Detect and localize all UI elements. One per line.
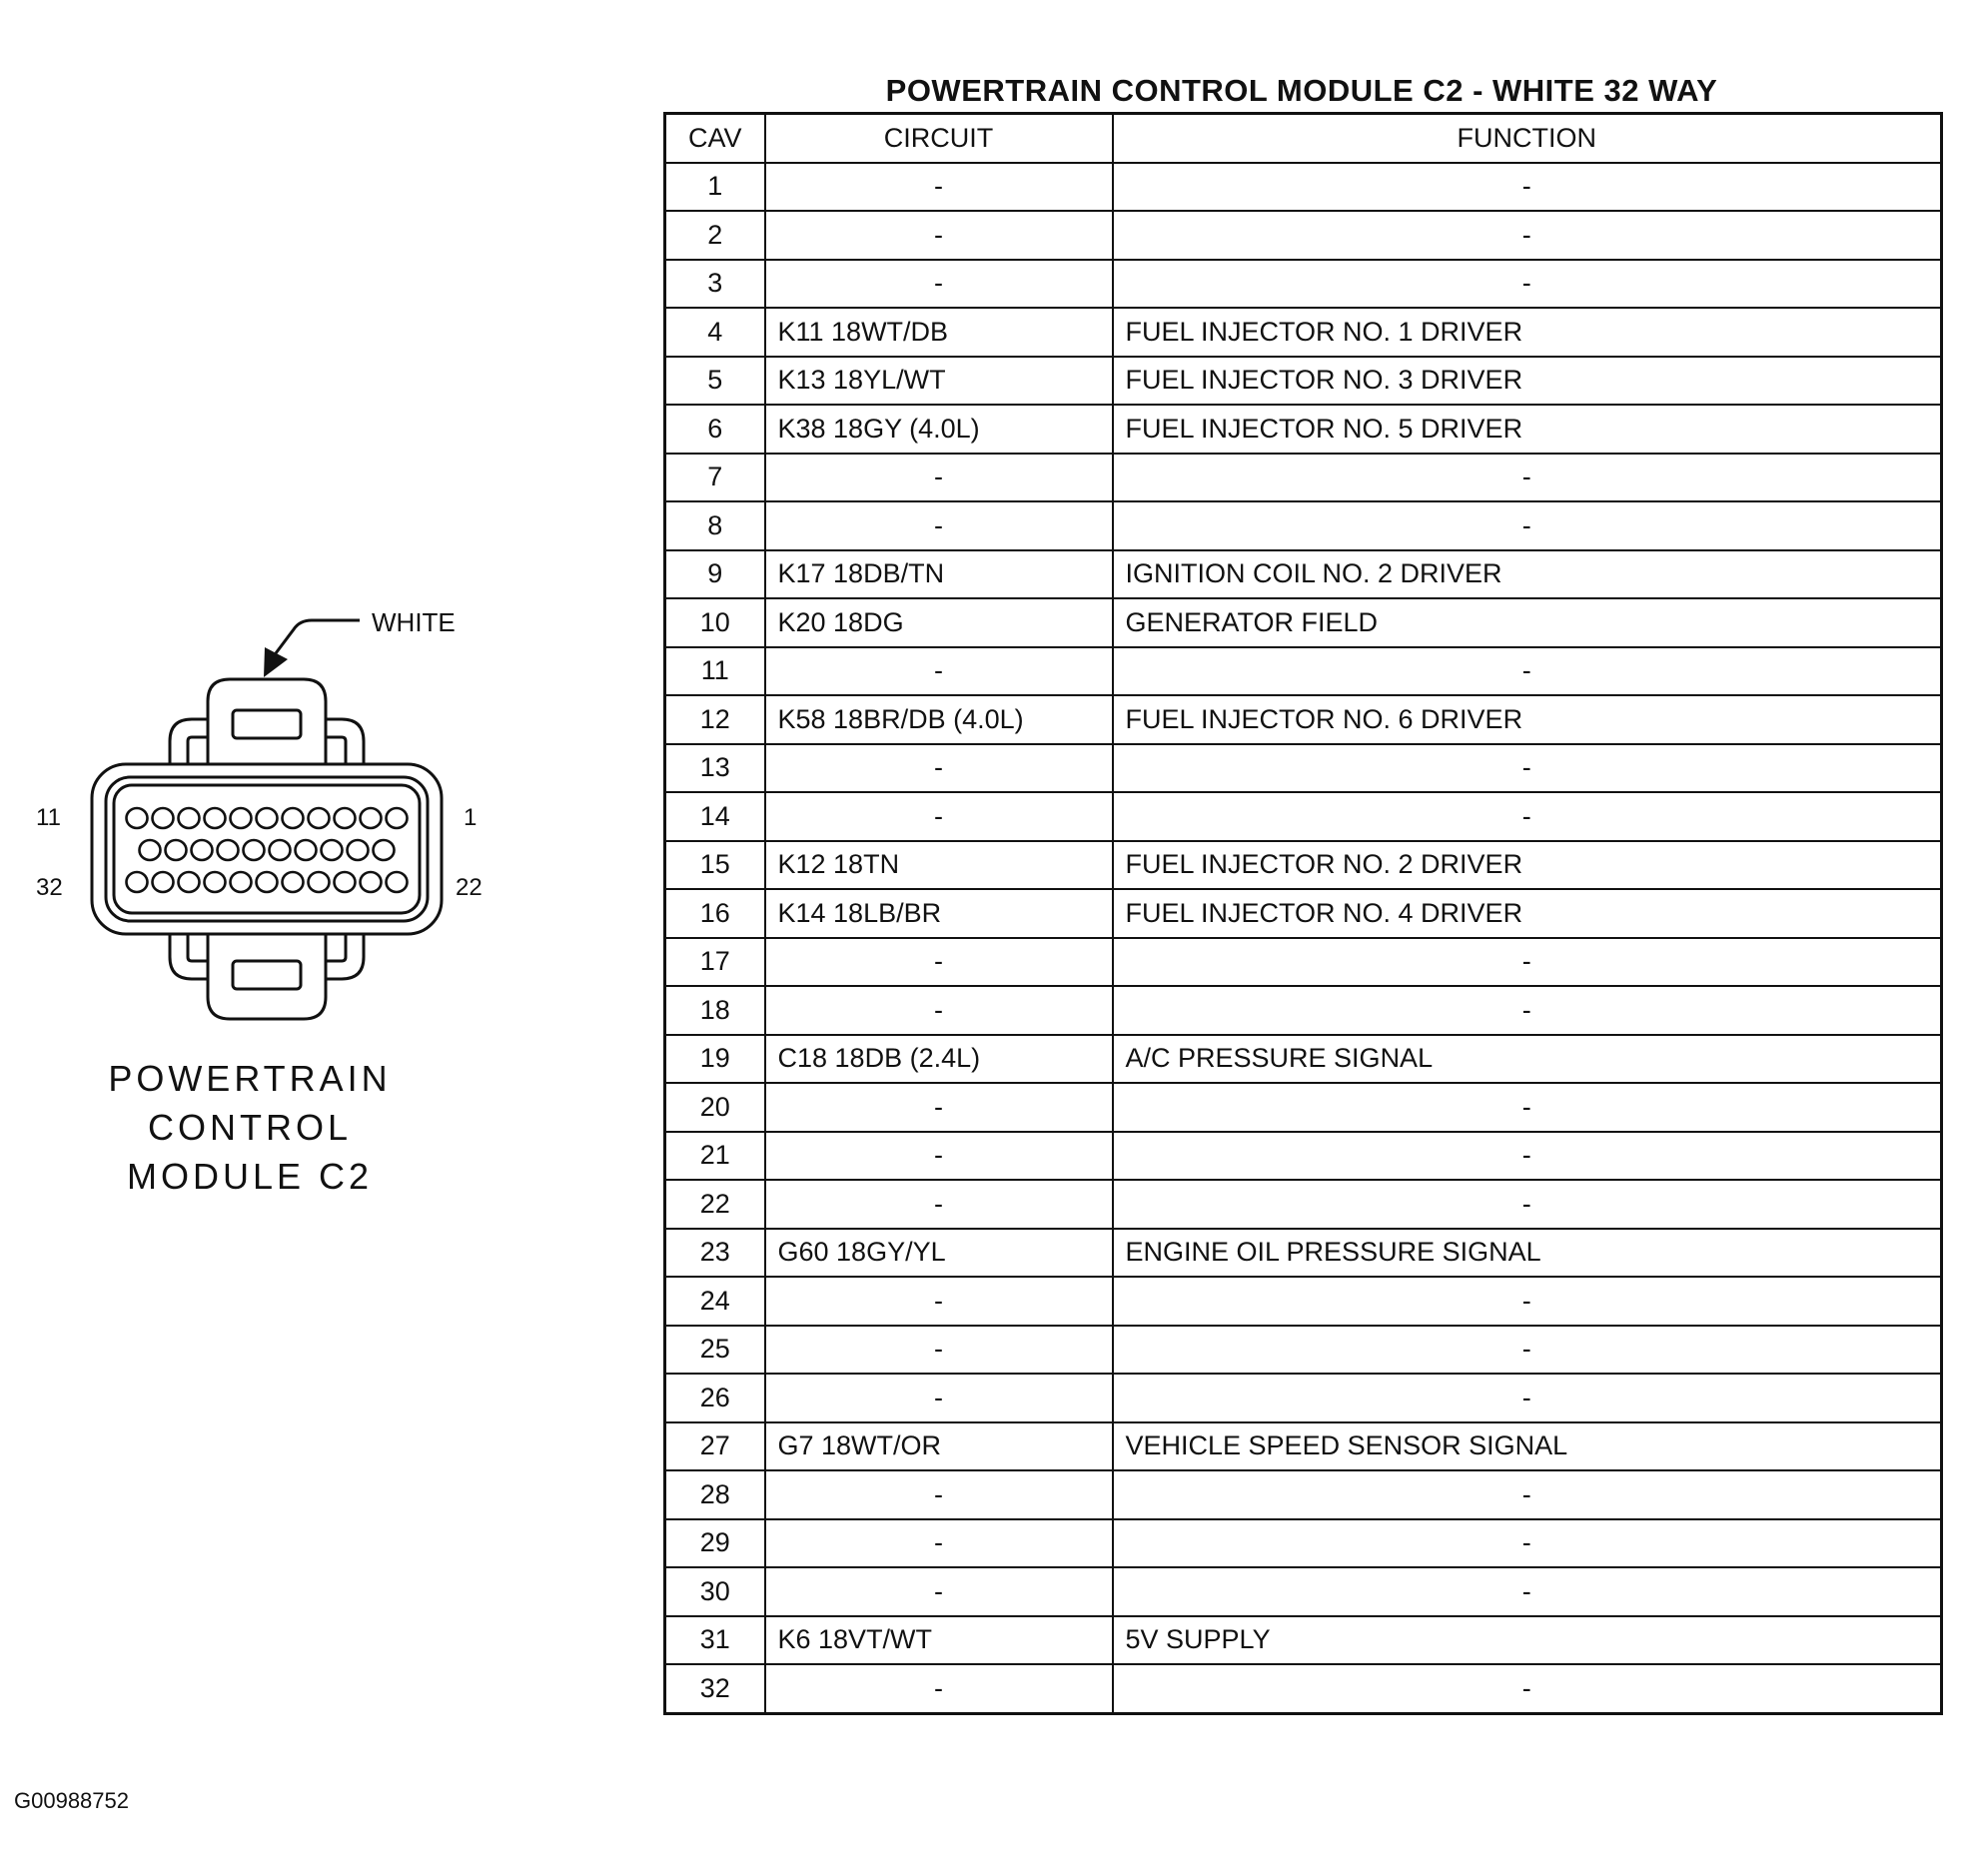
pin-label-top-right: 1: [464, 804, 478, 831]
connector-pin: [283, 808, 304, 828]
function-cell: FUEL INJECTOR NO. 3 DRIVER: [1113, 357, 1942, 406]
connector-pin: [361, 808, 382, 828]
pinout-table: [663, 112, 1943, 1715]
table-row: [665, 260, 1942, 309]
circuit-cell: -: [765, 1567, 1113, 1616]
connector-caption-line-2: CONTROL: [147, 1107, 353, 1148]
cav-cell: 12: [665, 695, 765, 744]
connector-pin: [153, 872, 174, 892]
table-row: [665, 163, 1942, 212]
cav-cell: 31: [665, 1616, 765, 1665]
circuit-cell: -: [765, 454, 1113, 502]
function-cell: -: [1113, 1374, 1942, 1422]
connector-pin: [231, 872, 252, 892]
connector-pin: [309, 872, 330, 892]
connector-pin: [335, 872, 356, 892]
cav-cell: 16: [665, 889, 765, 938]
connector-pin: [205, 872, 226, 892]
cav-cell: 11: [665, 647, 765, 696]
circuit-cell: K11 18WT/DB: [765, 308, 1113, 357]
function-cell: FUEL INJECTOR NO. 6 DRIVER: [1113, 695, 1942, 744]
function-cell: -: [1113, 1083, 1942, 1132]
connector-pin: [283, 872, 304, 892]
function-cell: -: [1113, 986, 1942, 1035]
function-cell: 5V SUPPLY: [1113, 1616, 1942, 1665]
function-cell: -: [1113, 1326, 1942, 1375]
cav-cell: 10: [665, 598, 765, 647]
cav-cell: 6: [665, 405, 765, 454]
function-cell: -: [1113, 1180, 1942, 1229]
table-header-row: [665, 114, 1942, 163]
table-row: [665, 1277, 1942, 1326]
connector-pin: [296, 840, 317, 860]
cav-cell: 13: [665, 744, 765, 793]
function-cell: -: [1113, 1470, 1942, 1519]
table-row: [665, 1422, 1942, 1471]
function-cell: -: [1113, 647, 1942, 696]
function-cell: -: [1113, 744, 1942, 793]
table-row: [665, 211, 1942, 260]
circuit-cell: -: [765, 1277, 1113, 1326]
circuit-cell: -: [765, 1470, 1113, 1519]
function-cell: -: [1113, 211, 1942, 260]
connector-pin: [270, 840, 291, 860]
cav-cell: 17: [665, 938, 765, 987]
header-function: FUNCTION: [1113, 114, 1942, 163]
connector-pin: [179, 872, 200, 892]
cav-cell: 18: [665, 986, 765, 1035]
function-cell: -: [1113, 1519, 1942, 1568]
function-cell: -: [1113, 1277, 1942, 1326]
table-row: [665, 1374, 1942, 1422]
cav-cell: 3: [665, 260, 765, 309]
connector-pin: [218, 840, 239, 860]
function-cell: A/C PRESSURE SIGNAL: [1113, 1035, 1942, 1084]
cav-cell: 29: [665, 1519, 765, 1568]
function-cell: ENGINE OIL PRESSURE SIGNAL: [1113, 1229, 1942, 1278]
connector-pin: [192, 840, 213, 860]
cav-cell: 32: [665, 1664, 765, 1713]
connector-pin: [257, 872, 278, 892]
circuit-cell: -: [765, 1664, 1113, 1713]
table-row: [665, 598, 1942, 647]
connector-pin: [257, 808, 278, 828]
pin-label-bottom-left: 32: [36, 874, 63, 901]
circuit-cell: -: [765, 1132, 1113, 1181]
connector-pin: [140, 840, 161, 860]
circuit-cell: -: [765, 211, 1113, 260]
cav-cell: 9: [665, 550, 765, 599]
circuit-cell: K38 18GY (4.0L): [765, 405, 1113, 454]
connector-pin: [231, 808, 252, 828]
cav-cell: 5: [665, 357, 765, 406]
function-cell: -: [1113, 1132, 1942, 1181]
circuit-cell: K17 18DB/TN: [765, 550, 1113, 599]
table-row: [665, 841, 1942, 890]
cav-cell: 4: [665, 308, 765, 357]
circuit-cell: -: [765, 1374, 1113, 1422]
header-cav: CAV: [665, 114, 765, 163]
circuit-cell: -: [765, 1180, 1113, 1229]
connector-pin: [387, 872, 408, 892]
bottom-latch: [170, 934, 364, 1019]
circuit-cell: -: [765, 501, 1113, 550]
cav-cell: 26: [665, 1374, 765, 1422]
table-row: [665, 501, 1942, 550]
table-row: [665, 405, 1942, 454]
table-row: [665, 1664, 1942, 1713]
circuit-cell: -: [765, 1519, 1113, 1568]
table-title: POWERTRAIN CONTROL MODULE C2 - WHITE 32 WAY: [885, 73, 1718, 108]
table-row: [665, 1616, 1942, 1665]
circuit-cell: K6 18VT/WT: [765, 1616, 1113, 1665]
connector-caption-line-1: POWERTRAIN: [108, 1058, 392, 1099]
table-row: [665, 792, 1942, 841]
function-cell: -: [1113, 1664, 1942, 1713]
cav-cell: 1: [665, 163, 765, 212]
circuit-cell: -: [765, 260, 1113, 309]
table-row: [665, 1132, 1942, 1181]
table-row: [665, 308, 1942, 357]
table-row: [665, 695, 1942, 744]
function-cell: -: [1113, 1567, 1942, 1616]
table-body: [665, 163, 1942, 1714]
circuit-cell: K14 18LB/BR: [765, 889, 1113, 938]
function-cell: -: [1113, 938, 1942, 987]
table-row: [665, 1470, 1942, 1519]
connector-pin: [166, 840, 187, 860]
function-cell: -: [1113, 260, 1942, 309]
table-row: [665, 1567, 1942, 1616]
connector-pin: [348, 840, 369, 860]
cav-cell: 23: [665, 1229, 765, 1278]
function-cell: FUEL INJECTOR NO. 1 DRIVER: [1113, 308, 1942, 357]
connector-pin: [153, 808, 174, 828]
cav-cell: 24: [665, 1277, 765, 1326]
cav-cell: 22: [665, 1180, 765, 1229]
connector-pin: [335, 808, 356, 828]
connector-caption-line-3: MODULE C2: [126, 1156, 374, 1197]
circuit-cell: -: [765, 647, 1113, 696]
connector-pin: [244, 840, 265, 860]
cav-cell: 19: [665, 1035, 765, 1084]
circuit-cell: K12 18TN: [765, 841, 1113, 890]
header-circuit: CIRCUIT: [765, 114, 1113, 163]
function-cell: FUEL INJECTOR NO. 2 DRIVER: [1113, 841, 1942, 890]
table-row: [665, 454, 1942, 502]
circuit-cell: -: [765, 1083, 1113, 1132]
table-row: [665, 550, 1942, 599]
function-cell: -: [1113, 792, 1942, 841]
pin-label-bottom-right: 22: [456, 874, 483, 901]
pin-grid: [127, 808, 408, 892]
table-row: [665, 1035, 1942, 1084]
table-row: [665, 744, 1942, 793]
function-cell: FUEL INJECTOR NO. 5 DRIVER: [1113, 405, 1942, 454]
cav-cell: 30: [665, 1567, 765, 1616]
function-cell: FUEL INJECTOR NO. 4 DRIVER: [1113, 889, 1942, 938]
function-cell: -: [1113, 454, 1942, 502]
function-cell: -: [1113, 163, 1942, 212]
cav-cell: 2: [665, 211, 765, 260]
connector-pin: [387, 808, 408, 828]
circuit-cell: -: [765, 744, 1113, 793]
cav-cell: 27: [665, 1422, 765, 1471]
cav-cell: 8: [665, 501, 765, 550]
circuit-cell: -: [765, 1326, 1113, 1375]
pin-label-top-left: 11: [36, 804, 61, 831]
cav-cell: 20: [665, 1083, 765, 1132]
connector-pin: [309, 808, 330, 828]
table-row: [665, 1180, 1942, 1229]
table-row: [665, 1326, 1942, 1375]
table-row: [665, 1519, 1942, 1568]
connector-pin: [361, 872, 382, 892]
function-cell: VEHICLE SPEED SENSOR SIGNAL: [1113, 1422, 1942, 1471]
circuit-cell: K13 18YL/WT: [765, 357, 1113, 406]
top-latch: [170, 679, 364, 764]
arrow-icon: [264, 620, 360, 677]
table-row: [665, 357, 1942, 406]
connector-pin: [205, 808, 226, 828]
circuit-cell: C18 18DB (2.4L): [765, 1035, 1113, 1084]
cav-cell: 7: [665, 454, 765, 502]
function-cell: IGNITION COIL NO. 2 DRIVER: [1113, 550, 1942, 599]
circuit-cell: -: [765, 938, 1113, 987]
table-row: [665, 986, 1942, 1035]
table-row: [665, 1229, 1942, 1278]
connector-pin: [127, 808, 148, 828]
connector-pin: [179, 808, 200, 828]
circuit-cell: -: [765, 792, 1113, 841]
cav-cell: 14: [665, 792, 765, 841]
cav-cell: 21: [665, 1132, 765, 1181]
cav-cell: 25: [665, 1326, 765, 1375]
connector-pin: [374, 840, 395, 860]
table-row: [665, 647, 1942, 696]
function-cell: GENERATOR FIELD: [1113, 598, 1942, 647]
circuit-cell: -: [765, 986, 1113, 1035]
circuit-cell: G60 18GY/YL: [765, 1229, 1113, 1278]
figure-id: G00988752: [14, 1788, 129, 1813]
table-row: [665, 938, 1942, 987]
function-cell: -: [1113, 501, 1942, 550]
table-row: [665, 889, 1942, 938]
table-row: [665, 1083, 1942, 1132]
connector-color-label: WHITE: [372, 607, 456, 637]
circuit-cell: K20 18DG: [765, 598, 1113, 647]
connector-pin: [322, 840, 343, 860]
connector-pin: [127, 872, 148, 892]
circuit-cell: -: [765, 163, 1113, 212]
circuit-cell: K58 18BR/DB (4.0L): [765, 695, 1113, 744]
circuit-cell: G7 18WT/OR: [765, 1422, 1113, 1471]
cav-cell: 28: [665, 1470, 765, 1519]
cav-cell: 15: [665, 841, 765, 890]
connector-diagram: [0, 0, 639, 1876]
